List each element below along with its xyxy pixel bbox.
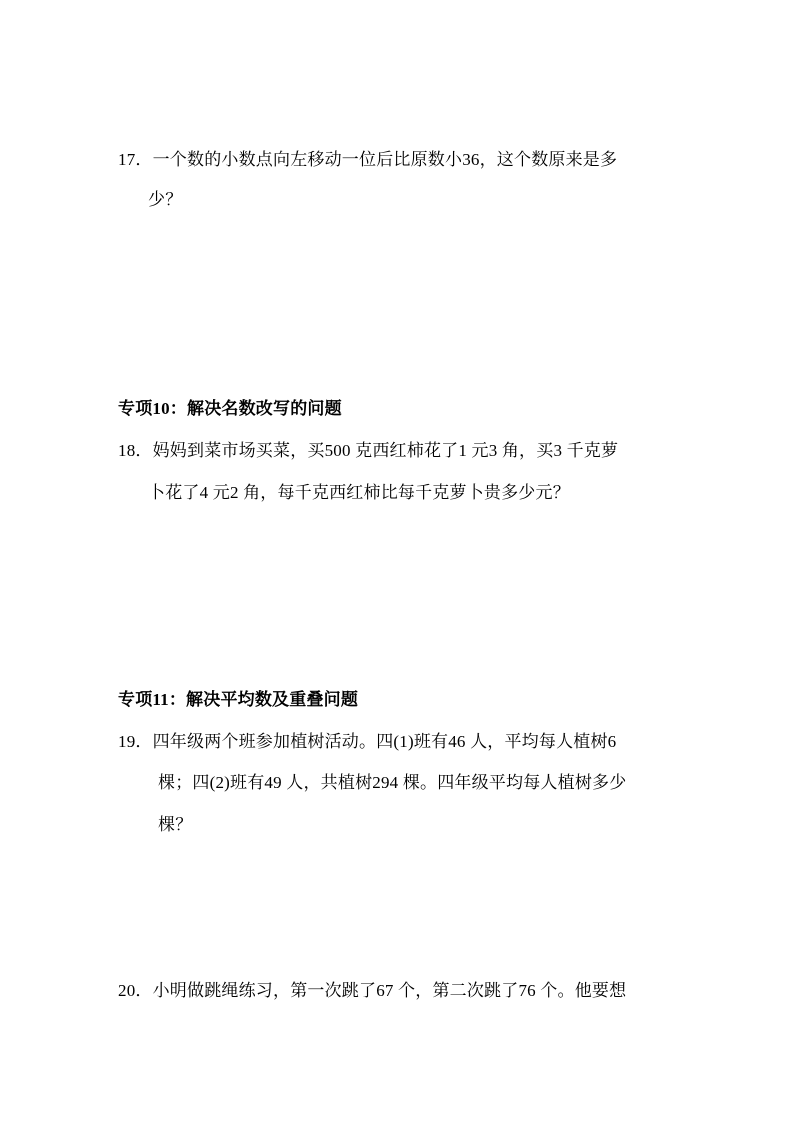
- question-17-line-1: 17．一个数的小数点向左移动一位后比原数小36，这个数原来是多: [118, 150, 618, 169]
- section-heading-10: 专项10：解决名数改写的问题: [118, 399, 342, 418]
- question-19-line-3: 棵？: [158, 815, 193, 834]
- question-19-line-2: 棵；四(2)班有49 人，共植树294 棵。四年级平均每人植树多少: [158, 773, 627, 792]
- question-18-line-1: 18．妈妈到菜市场买菜，买500 克西红柿花了1 元3 角，买3 千克萝: [118, 441, 619, 460]
- question-20-line-1: 20．小明做跳绳练习，第一次跳了67 个，第二次跳了76 个。他要想: [118, 981, 627, 1000]
- question-18-line-2: 卜花了4 元2 角，每千克西红柿比每千克萝卜贵多少元？: [148, 483, 570, 502]
- section-heading-11: 专项11：解决平均数及重叠问题: [118, 690, 359, 709]
- question-17-line-2: 少？: [148, 190, 183, 209]
- question-19-line-1: 19．四年级两个班参加植树活动。四(1)班有46 人，平均每人植树6: [118, 732, 617, 751]
